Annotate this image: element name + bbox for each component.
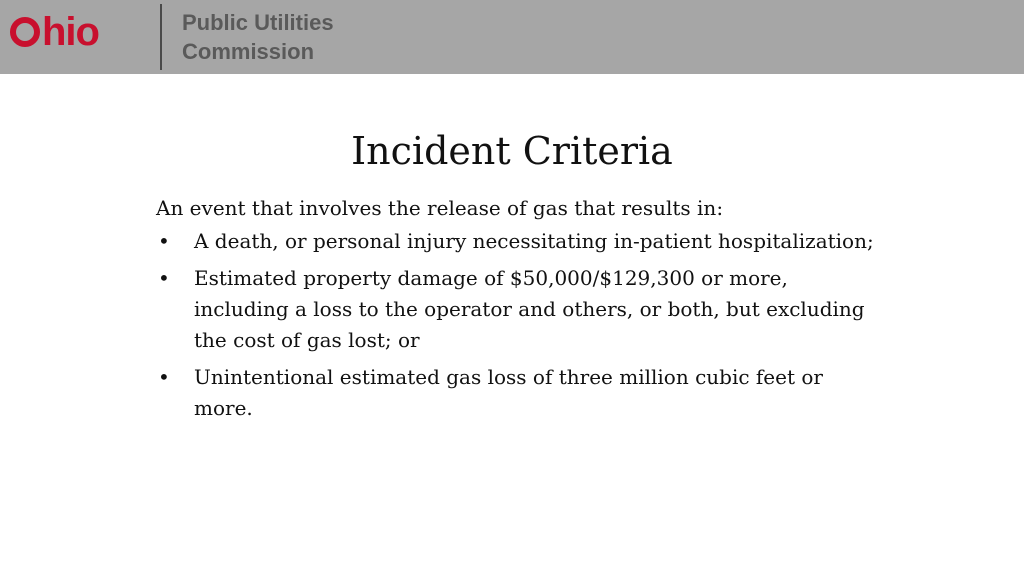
bullet-icon: • [158, 229, 170, 253]
criteria-text: A death, or personal injury necessitating in-patient hospitalization; [194, 229, 874, 253]
slide-title: Incident Criteria [351, 129, 673, 173]
intro-text: An event that involves the release of gas that results in: [156, 196, 724, 220]
criteria-list [156, 226, 876, 424]
ohio-logo-text: hio [42, 10, 99, 54]
commission-name [182, 8, 334, 66]
header-bar [0, 0, 1024, 74]
slide-content [156, 193, 876, 430]
header-divider [160, 4, 162, 70]
ohio-logo [10, 2, 99, 62]
criteria-text: Estimated property damage of $50,000/$129,300 or more, including a loss to the operator and others, or both, but excluding the cost of gas lost; or [194, 266, 865, 352]
commission-line-2: Commission [182, 39, 315, 64]
criteria-item-death-injury [156, 226, 876, 257]
bullet-icon: • [158, 266, 170, 290]
criteria-text: Unintentional estimated gas loss of three million cubic feet or more. [194, 365, 823, 420]
criteria-item-property-damage [156, 263, 876, 356]
ohio-logo-o-icon [10, 17, 40, 47]
commission-line-1: Public Utilities [182, 10, 334, 35]
criteria-item-gas-loss [156, 362, 876, 424]
bullet-icon: • [158, 365, 170, 389]
